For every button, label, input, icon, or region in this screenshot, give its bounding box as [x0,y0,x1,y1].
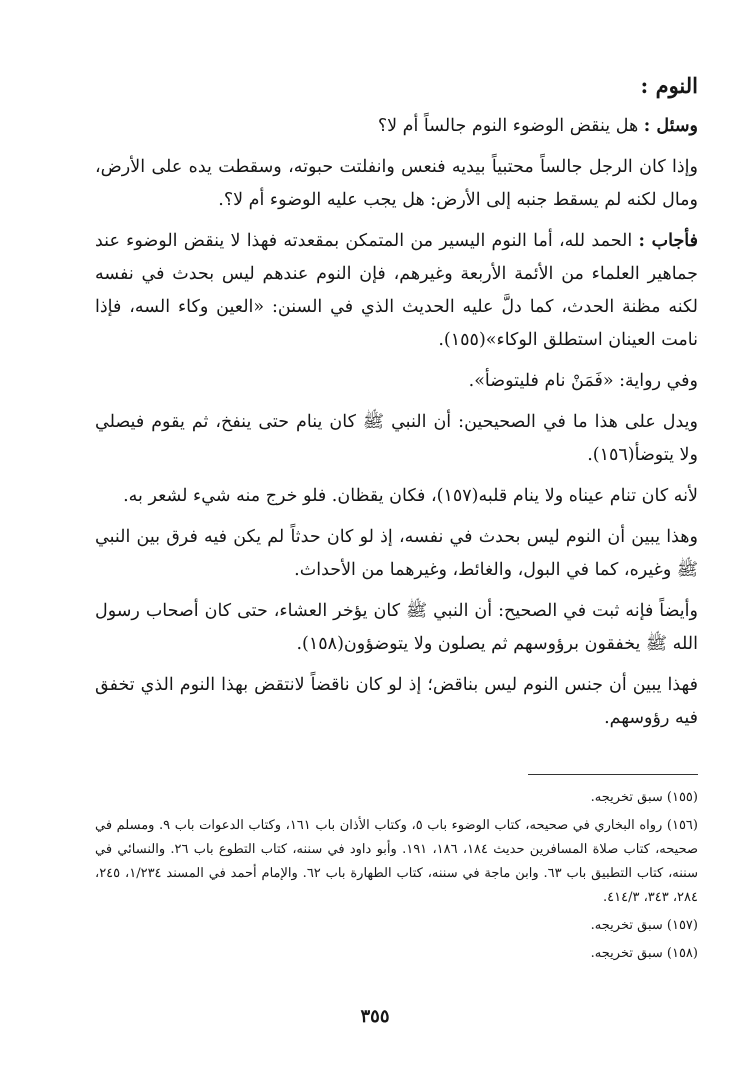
paragraph-lead: وسئل : [643,116,698,136]
footnote: (١٥٦) رواه البخاري في صحيحه، كتاب الوضوء باب ٥، وكتاب الأذان باب ١٦١، وكتاب الدعوات باب ٩. ومسلم في صحيحه، كتاب صلاة المسافرين حديث ١٨٤، ١٨٦، ١٩١. وأبو داود في سننه، كتاب التطوع باب ٢٦. والنسائي في سننه، كتاب التطبيق باب ٦٣. وابن ماجة في سننه، كتاب الطهارة باب ٦٢. والإمام أحمد في المسند ١/٢٣٤، ٢٤٥، ٢٨٤، ٣٤٣، ٤١٤/٣. [95,818,698,905]
paragraph-text: الحمد لله، أما النوم اليسير من المتمكن بمقعدته فهذا لا ينقض الوضوء عند جماهير العلماء من الأئمة الأربعة وغيرهم، فإن النوم عندهم ليس بحدث في نفسه لكنه مظنة الحدث، كما دلَّ عليه الحديث الذي في السنن: «العين وكاء السه، فإذا نامت العينان استطلق الوكاء»(١٥٥). [95,231,698,350]
footnote: (١٥٧) سبق تخريجه. [590,918,698,933]
paragraph-text: وفي رواية: «فَمَنْ نام فليتوضأ». [468,371,698,391]
paragraph [95,406,698,472]
paragraph-text: ويدل على هذا ما في الصحيحين: أن النبي ﷺ كان ينام حتى ينفخ، ثم يقوم فيصلي ولا يتوضأ(١٥٦). [95,412,698,465]
paragraph-text: وهذا يبين أن النوم ليس بحدث في نفسه، إذ لو كان حدثاً لم يكن فيه فرق بين النبي ﷺ وغيره، كما في البول، والغائط، وغيرهما من الأحداث. [95,527,698,580]
paragraph [95,365,698,398]
section-heading: النوم : [640,73,698,98]
paragraph [95,521,698,587]
paragraph [95,595,698,661]
paragraph-text: هل ينقض الوضوء النوم جالساً أم لا؟ [377,116,644,136]
paragraph-answer [95,225,698,357]
paragraph-text: لأنه كان تنام عيناه ولا ينام قلبه(١٥٧)، فكان يقظان. فلو خرج منه شيء لشعر به. [123,486,698,506]
main-text [95,66,698,743]
paragraph [95,480,698,513]
footnote-divider [528,774,698,775]
paragraph-question [95,110,698,143]
footnote: (١٥٨) سبق تخريجه. [590,946,698,961]
paragraph-text: وأيضاً فإنه ثبت في الصحيح: أن النبي ﷺ كان يؤخر العشاء، حتى كان أصحاب رسول الله ﷺ يخفقون برؤوسهم ثم يصلون ولا يتوضؤون(١٥٨). [95,601,698,654]
footnotes [95,786,698,970]
paragraph-lead: فأجاب : [638,231,698,251]
page-number: ٣٥٥ [360,1006,390,1027]
paragraph [95,151,698,217]
paragraph [95,669,698,735]
paragraph-text: فهذا يبين أن جنس النوم ليس بناقض؛ إذ لو كان ناقضاً لانتقض بهذا النوم الذي تخفق فيه رؤوسهم. [95,675,698,728]
paragraph-text: وإذا كان الرجل جالساً محتبياً بيديه فنعس وانفلتت حبوته، وسقطت يده على الأرض، ومال لكنه لم يسقط جنبه إلى الأرض: هل يجب عليه الوضوء أم لا؟. [95,157,698,210]
footnote: (١٥٥) سبق تخريجه. [590,790,698,805]
